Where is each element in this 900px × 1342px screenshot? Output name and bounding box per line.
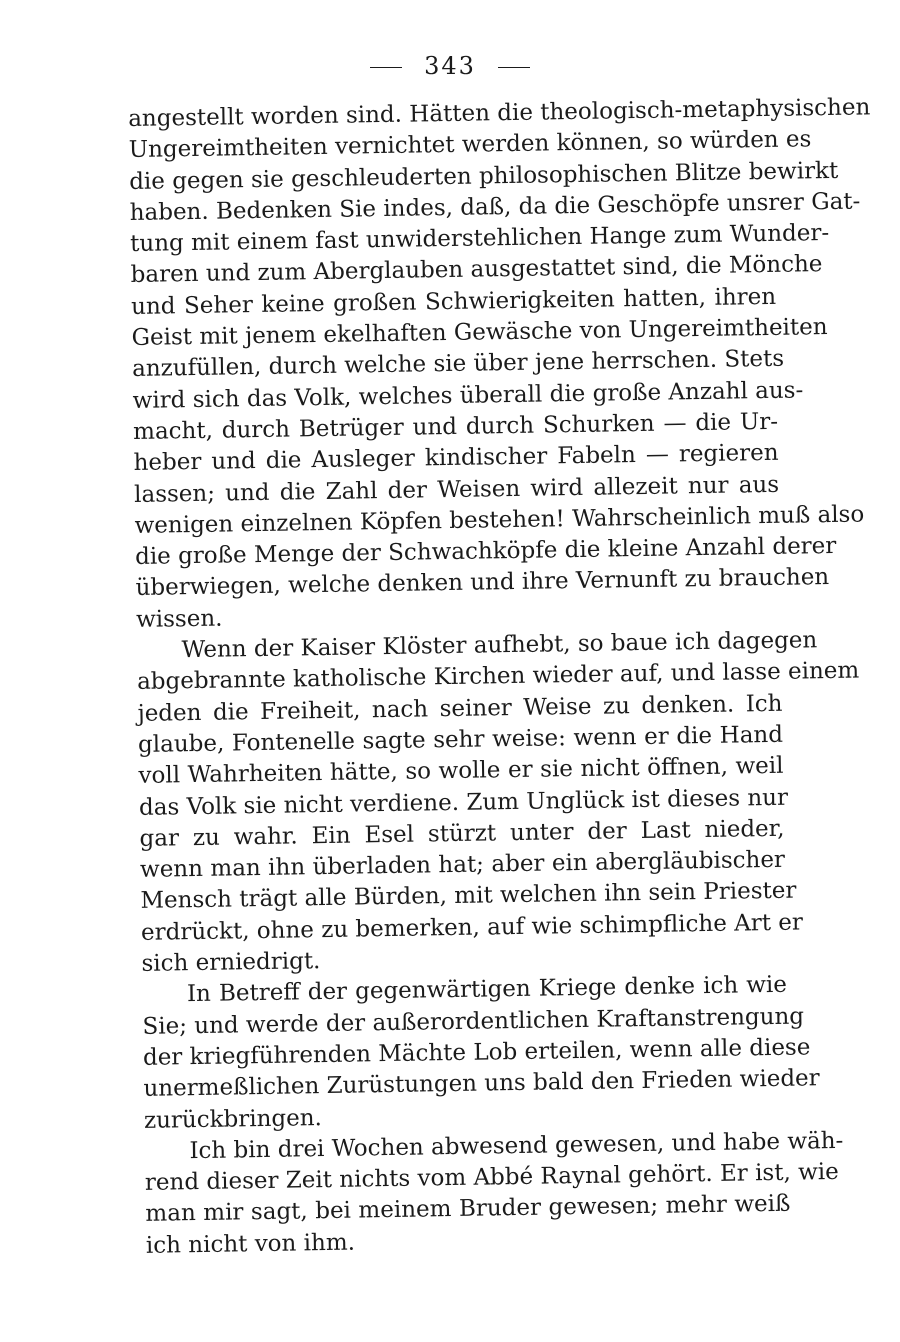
text-line: wird sich das Volk, welches überall die große Anzahl aus-	[132, 377, 804, 414]
text-line: voll Wahrheiten hätte, so wolle er sie nicht öffnen, weil	[138, 753, 784, 790]
text-line: die gegen sie geschleuderten philosophischen Blitze bewirkt	[129, 157, 839, 195]
text-line: man mir sagt, bei meinem Bruder gewesen; mehr weiß	[145, 1191, 791, 1228]
text-line: baren und zum Aberglauben ausgestattet sind, die Mönche	[130, 251, 823, 289]
text-line: tung mit einem fast unwiderstehlichen Hange zum Wunder-	[129, 220, 830, 258]
text-line: Wenn der Kaiser Klöster aufhebt, so baue ich dagegen	[181, 627, 818, 664]
text-line: zurückbringen.	[143, 1104, 323, 1134]
text-line: anzufüllen, durch welche sie über jene herrschen. Stets	[131, 346, 785, 383]
text-line: das Volk sie nicht verdiene. Zum Unglück ist dieses nur	[138, 784, 789, 821]
text-line: sich erniedrigt.	[141, 948, 321, 977]
text-line: wenigen einzelnen Köpfen bestehen! Wahrscheinlich muß also	[134, 501, 865, 539]
text-line: lassen; und die Zahl der Weisen wird allezeit nur aus	[133, 471, 780, 508]
text-line: der kriegführenden Mächte Lob erteilen, wenn alle diese	[142, 1034, 811, 1071]
text-line: rend dieser Zeit nichts vom Abbé Raynal gehört. Er ist, wie	[144, 1159, 839, 1196]
text-line: Geist mit jenem ekelhaften Gewäsche von Ungereimtheiten	[131, 314, 828, 352]
text-line: heber und die Ausleger kindischer Fabeln — regieren	[133, 440, 779, 477]
text-line: Mensch trägt alle Bürden, mit welchen ihn sein Priester	[140, 878, 797, 915]
text-line: und Seher keine großen Schwierigkeiten hatten, ihren	[130, 283, 777, 320]
page-number: 343	[424, 52, 476, 80]
text-line: glaube, Fontenelle sagte sehr weise: wenn er die Hand	[137, 721, 784, 758]
text-line: In Betreff der gegenwärtigen Kriege denke ich wie	[186, 972, 788, 1008]
text-line: haben. Bedenken Sie indes, daß, da die Geschöpfe unsrer Gat-	[129, 188, 861, 226]
text-line: Ungereimtheiten vernichtet werden können, so würden es	[128, 126, 812, 164]
text-line: erdrückt, ohne zu bemerken, auf wie schimpfliche Art er	[140, 909, 804, 946]
paragraph	[142, 970, 820, 1137]
header-dash-right	[498, 67, 530, 68]
paragraph	[128, 94, 871, 636]
text-line: macht, durch Betrüger und durch Schurken — die Ur-	[132, 408, 779, 445]
paragraph	[136, 626, 860, 980]
text-line: wenn man ihn überladen hat; aber ein abergläubischer	[139, 846, 786, 884]
header-dash-left	[370, 67, 402, 68]
text-line: abgebrannte katholische Kirchen wieder auf, und lasse einem	[136, 657, 860, 696]
text-line: angestellt worden sind. Hätten die theologisch-metaphysischen	[128, 94, 871, 132]
text-line: unermeßlichen Zurüstungen uns bald den Frieden wieder	[143, 1065, 820, 1103]
text-line: wissen.	[135, 605, 223, 633]
text-line: jeden die Freiheit, nach seiner Weise zu denken. Ich	[137, 690, 783, 727]
text-line: ich nicht von ihm.	[145, 1229, 356, 1259]
page-body	[128, 94, 871, 1262]
text-line: die große Menge der Schwachköpfe die kleine Anzahl derer	[134, 533, 837, 571]
text-line: überwiegen, welche denken und ihre Vernunft zu brauchen	[135, 564, 830, 602]
text-line: Sie; und werde der außerordentlichen Kraftanstrengung	[142, 1003, 805, 1040]
page-header	[0, 52, 900, 80]
paragraph	[144, 1127, 844, 1262]
text-line: Ich bin drei Wochen abwesend gewesen, und habe wäh-	[189, 1127, 844, 1164]
text-line: gar zu wahr. Ein Esel stürzt unter der Last nieder,	[139, 815, 785, 852]
